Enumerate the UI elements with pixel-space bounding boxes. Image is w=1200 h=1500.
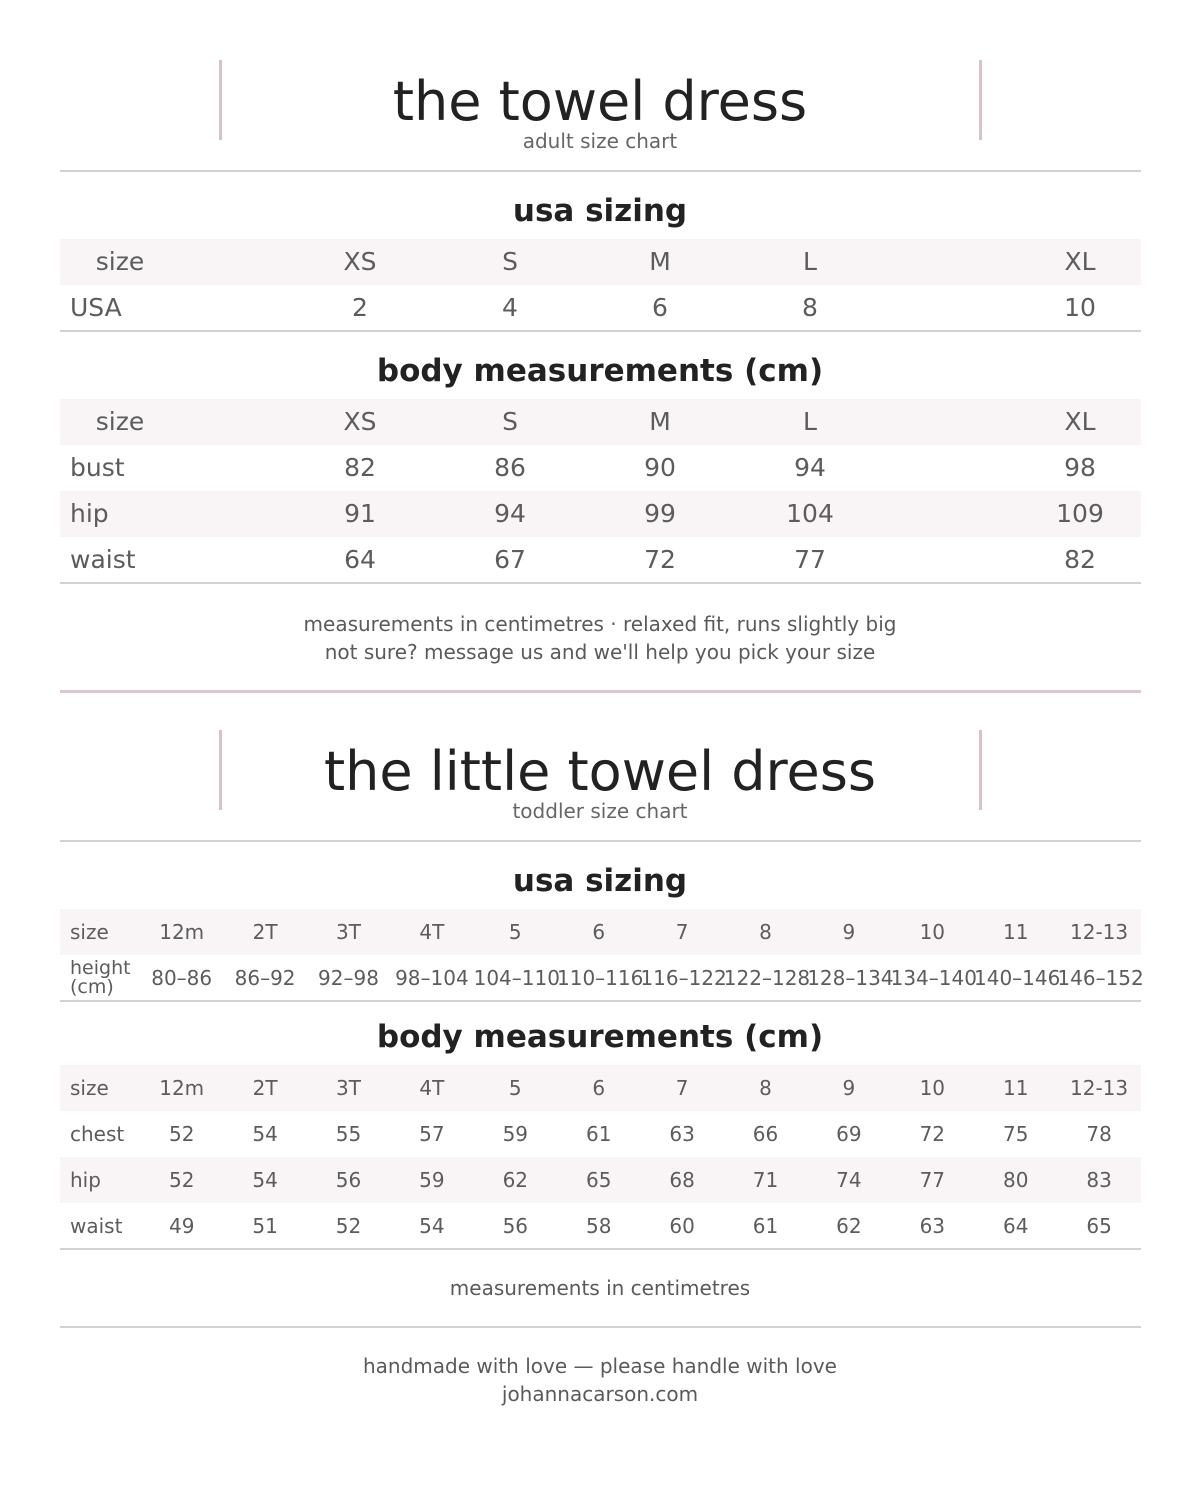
table-cell: 71 — [752, 1168, 779, 1192]
table-cell: 92–98 — [318, 966, 379, 990]
table-cell: 60 — [669, 1214, 695, 1238]
table-cell: 91 — [344, 499, 376, 528]
table-cell: 98–104 — [395, 966, 469, 990]
table-cell: 98 — [1064, 453, 1096, 482]
table-row — [60, 1203, 1141, 1249]
table-header-cell: 12m — [159, 1076, 205, 1100]
table-cell: 52 — [168, 1122, 195, 1146]
table-cell: 109 — [1056, 499, 1104, 528]
table-cell: 110–116 — [557, 966, 644, 990]
adult-usa-row — [60, 285, 1141, 331]
adult-note-line-2: not sure? message us and we'll help you pick your size — [324, 640, 876, 664]
row-label: hip — [70, 499, 109, 528]
table-cell: 80–86 — [151, 966, 213, 990]
table-header-cell: L — [803, 247, 817, 276]
table-header-cell: 2T — [252, 920, 278, 944]
toddler-title: the little towel dress — [323, 740, 877, 803]
divider — [60, 582, 1141, 584]
table-header-cell: M — [649, 407, 671, 436]
table-cell: 86–92 — [234, 966, 296, 990]
table-header-cell: L — [803, 407, 817, 436]
adult-title: the towel dress — [392, 70, 808, 133]
table-cell: 58 — [585, 1214, 612, 1238]
table-cell: 62 — [502, 1168, 529, 1192]
divider — [60, 330, 1141, 332]
table-cell: 80 — [1002, 1168, 1029, 1192]
table-header-cell: 8 — [759, 920, 772, 944]
table-cell: 104 — [786, 499, 834, 528]
table-header-cell: 5 — [508, 1076, 522, 1100]
adult-note-line-1: measurements in centimetres · relaxed fit, runs slightly big — [303, 612, 897, 636]
toddler-subtitle: toddler size chart — [512, 799, 688, 823]
toddler-height-row — [60, 955, 1144, 1001]
table-cell: 4 — [502, 293, 518, 322]
table-header-cell: 12-13 — [1070, 920, 1129, 944]
adult-usa-header-row — [60, 239, 1141, 285]
table-cell: 72 — [644, 545, 676, 574]
table-cell: 99 — [644, 499, 676, 528]
divider — [60, 1326, 1141, 1328]
table-cell: 52 — [335, 1214, 362, 1238]
table-cell: 62 — [836, 1214, 862, 1238]
adult-body-title: body measurements (cm) — [376, 353, 824, 389]
row-label: hip — [70, 1168, 101, 1192]
table-header-cell: 9 — [842, 920, 856, 944]
row-label: bust — [70, 453, 125, 482]
table-cell: 74 — [836, 1168, 862, 1192]
table-header-cell: 7 — [675, 1076, 689, 1100]
table-cell: 128–134 — [807, 966, 894, 990]
table-cell: 66 — [752, 1122, 779, 1146]
table-cell: 64 — [344, 545, 376, 574]
table-cell: 56 — [335, 1168, 362, 1192]
table-header-cell: 12m — [159, 920, 205, 944]
table-header-cell: 10 — [919, 920, 946, 944]
table-header-cell: 3T — [336, 920, 361, 944]
table-cell: 8 — [802, 293, 818, 322]
table-row — [60, 491, 1141, 537]
table-cell: 68 — [669, 1168, 695, 1192]
table-cell: 69 — [836, 1122, 862, 1146]
footer-line-1: handmade with love — please handle with love — [363, 1354, 837, 1378]
table-header-cell: size — [95, 407, 145, 436]
table-cell: 104–110 — [473, 966, 560, 990]
table-header-cell: 2T — [252, 1076, 278, 1100]
table-cell: 65 — [1086, 1214, 1112, 1238]
table-cell: 90 — [644, 453, 676, 482]
table-header-cell: 7 — [675, 920, 689, 944]
row-label: USA — [70, 293, 122, 322]
table-cell: 78 — [1086, 1122, 1112, 1146]
adult-body-header-row — [60, 399, 1141, 445]
table-cell: 61 — [585, 1122, 612, 1146]
table-header-cell: size — [70, 920, 109, 944]
table-header-cell: 4T — [419, 1076, 445, 1100]
table-header-cell: 10 — [919, 1076, 946, 1100]
table-cell: 82 — [344, 453, 376, 482]
table-row — [60, 537, 1141, 583]
table-cell: 51 — [252, 1214, 278, 1238]
toddler-body-title: body measurements (cm) — [376, 1019, 824, 1055]
table-cell: 77 — [919, 1168, 946, 1192]
toddler-body-header-row — [60, 1065, 1141, 1111]
divider — [60, 840, 1141, 842]
row-label — [70, 955, 150, 1001]
table-cell: 86 — [494, 453, 526, 482]
table-header-cell: XS — [343, 407, 377, 436]
table-cell: 54 — [252, 1168, 278, 1192]
table-cell: 67 — [494, 545, 526, 574]
table-cell: 82 — [1064, 545, 1096, 574]
table-cell: 122–128 — [723, 966, 811, 990]
table-cell: 49 — [168, 1214, 195, 1238]
footer-line-2: johannacarson.com — [501, 1382, 699, 1406]
row-label: waist — [70, 545, 136, 574]
table-header-cell: size — [70, 1076, 109, 1100]
table-header-cell: 8 — [759, 1076, 772, 1100]
toddler-usa-title: usa sizing — [512, 863, 688, 899]
toddler-usa-header-row — [60, 909, 1141, 955]
table-header-cell: XL — [1064, 407, 1096, 436]
table-cell: 116–122 — [640, 966, 727, 990]
table-cell: 59 — [502, 1122, 529, 1146]
table-cell: 64 — [1002, 1214, 1029, 1238]
table-cell: 146–152 — [1057, 966, 1144, 990]
table-cell: 2 — [352, 293, 368, 322]
table-cell: 57 — [419, 1122, 445, 1146]
table-header-cell: M — [649, 247, 671, 276]
adult-usa-title: usa sizing — [512, 193, 688, 229]
table-header-cell: 4T — [419, 920, 445, 944]
table-header-cell: 11 — [1002, 920, 1029, 944]
table-header-cell: S — [502, 247, 518, 276]
divider — [60, 1248, 1141, 1250]
table-cell: 134–140 — [890, 966, 977, 990]
table-header-cell: 6 — [592, 920, 606, 944]
table-header-cell: 6 — [592, 1076, 606, 1100]
table-header-cell: XS — [343, 247, 377, 276]
table-cell: 59 — [419, 1168, 445, 1192]
table-header-cell: XL — [1064, 247, 1096, 276]
table-header-cell: size — [95, 247, 145, 276]
table-row — [60, 1157, 1141, 1203]
table-cell: 61 — [752, 1214, 779, 1238]
table-cell: 10 — [1064, 293, 1096, 322]
divider — [60, 170, 1141, 172]
table-cell: 56 — [502, 1214, 529, 1238]
adult-subtitle: adult size chart — [522, 129, 678, 153]
row-label: waist — [70, 1214, 123, 1238]
table-cell: 54 — [419, 1214, 445, 1238]
table-header-cell: 9 — [842, 1076, 856, 1100]
height-label: height — [70, 957, 131, 979]
table-cell: 75 — [1002, 1122, 1029, 1146]
row-label: chest — [70, 1122, 125, 1146]
table-header-cell: 12-13 — [1070, 1076, 1129, 1100]
table-header-cell: S — [502, 407, 518, 436]
table-header-cell: 11 — [1002, 1076, 1029, 1100]
table-cell: 55 — [335, 1122, 362, 1146]
table-cell: 63 — [669, 1122, 695, 1146]
table-cell: 63 — [919, 1214, 946, 1238]
table-cell: 52 — [168, 1168, 195, 1192]
table-cell: 6 — [652, 293, 668, 322]
table-cell: 140–146 — [974, 966, 1061, 990]
table-cell: 94 — [794, 453, 826, 482]
height-unit-label: (cm) — [70, 976, 114, 998]
section-divider — [60, 690, 1141, 693]
table-cell: 83 — [1086, 1168, 1112, 1192]
divider — [60, 1000, 1141, 1002]
table-row — [60, 445, 1141, 491]
table-cell: 77 — [794, 545, 826, 574]
table-header-cell: 3T — [336, 1076, 361, 1100]
table-cell: 65 — [585, 1168, 612, 1192]
table-cell: 54 — [252, 1122, 278, 1146]
table-cell: 72 — [919, 1122, 946, 1146]
table-cell: 94 — [494, 499, 526, 528]
table-header-cell: 5 — [508, 920, 522, 944]
toddler-note: measurements in centimetres — [449, 1276, 751, 1300]
table-row — [60, 1111, 1141, 1157]
